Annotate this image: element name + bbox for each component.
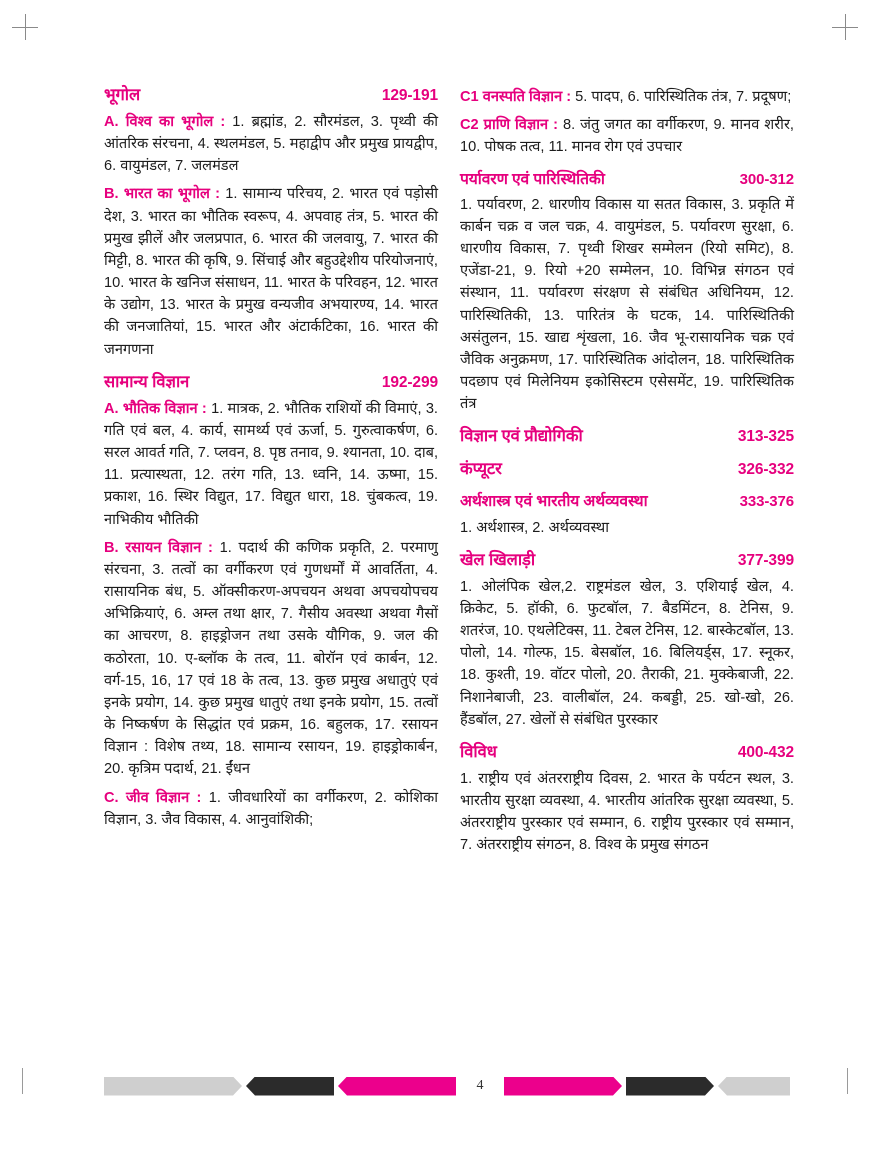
section-title: सामान्य विज्ञान (104, 372, 190, 391)
subsection-text: 1. ब्रह्मांड, 2. सौरमंडल, 3. पृथ्वी की आंतरिक संरचना, 4. स्थलमंडल, 5. महाद्वीप और प्रमुख प्रायद्वीप, 6. वायुमंडल, 7. जलमंडल (104, 113, 438, 175)
subsection-label: B. भारत का भूगोल : (104, 186, 220, 203)
section-title: कंप्यूटर (460, 460, 502, 479)
section-paragraph (460, 517, 794, 539)
section-paragraph (104, 183, 438, 360)
section-heading-bhugol (104, 84, 438, 107)
subsection-text: 1. पदार्थ की कणिक प्रकृति, 2. परमाणु संरचना, 3. तत्वों का वर्गीकरण एवं गुणधर्मों में आवर्तिता, 4. रासायनिक बंध, 5. ऑक्सीकरण-अपचयन अथवा अपचयोपचय अभिक्रियाएं, 6. अम्ल तथा क्षार, 7. गैसीय अवस्था अथवा गैसों का आचरण, 8. हाइड्रोजन तथा उसके यौगिक, 9. जल की कठोरता, 10. ए-ब्लॉक के तत्व, 11. बोरॉन एवं कार्बन, 12. वर्ग-15, 16, 17 एवं 18 के तत्व, 13. कुछ प्रमुख अधातुएं एवं इनके प्रयोग, 14. कुछ प्रमुख धातुएं तथा इनके प्रयोग, 15. तत्वों के निष्कर्षण के सिद्धांत एवं प्रक्रम, 16. बहुलक, 17. रसायन विज्ञान : विशेष तथ्य, 18. सामान्य रसायन, 19. हाइड्रोकार्बन, 20. कृत्रिम पदार्थ, 21. ईंधन (104, 539, 438, 778)
subsection-text: 1. अर्थशास्त्र, 2. अर्थव्यवस्था (460, 519, 610, 536)
subsection-label: A. विश्व का भूगोल : (104, 113, 226, 130)
subsection-text: 1. पर्यावरण, 2. धारणीय विकास या सतत विकास, 3. प्रकृति में कार्बन चक्र व जल चक्र, 4. वायुमंडल, 5. पर्यावरण सुरक्षा, 6. धारणीय विकास, 7. पृथ्वी शिखर सम्मेलन (रियो समिट), 8. एजेंडा-21, 9. रियो +20 सम्मेलन, 10. विभिन्न संगठन एवं संस्थान, 11. पर्यावरण संरक्षण से संबंधित अधिनियम, 12. पारिस्थितिकी, 13. पारितंत्र के घटक, 14. पारिस्थितिकी असंतुलन, 15. खाद्य शृंखला, 16. जैव भू-रासायनिक चक्र एवं जैविक अनुक्रमण, 17. पारिस्थितिक आंदोलन, 18. पारिस्थितिक पदछाप एवं मिलेनियम इकोसिस्टम एसेसमेंट, 19. पारिस्थितिक तंत्र (460, 196, 794, 413)
section-paragraph (104, 398, 438, 531)
section-heading-arthashastra (460, 491, 794, 512)
subsection-text: 1. सामान्य परिचय, 2. भारत एवं पड़ोसी देश, 3. भारत का भौतिक स्वरूप, 4. अपवाह तंत्र, 5. भारत की प्रमुख झीलें और जलप्रपात, 6. भारत की जलवायु, 7. भारत की मिट्टी, 8. भारत की कृषि, 9. सिंचाई और बहुउद्देशीय परियोजनाएं, 10. भारत के खनिज संसाधन, 11. भारत के परिवहन, 12. भारत के उद्योग, 13. भारत के प्रमुख वन्यजीव अभयारण्य, 14. भारत की जनजातियां, 15. भारत और अंटार्कटिका, 16. भारत की जनगणना (104, 186, 438, 358)
page-footer (104, 1075, 790, 1097)
subsection-label: C2 प्राणि विज्ञान : (460, 117, 558, 134)
section-page-range: 313-325 (737, 428, 794, 446)
footer-chevron-gray-right (718, 1077, 790, 1096)
subsection-label: C1 वनस्पति विज्ञान : (460, 89, 572, 105)
two-column-layout (104, 84, 794, 856)
section-page-range: 300-312 (739, 170, 794, 188)
subsection-text: 8. जंतु जगत का वर्गीकरण, 9. मानव शरीर, 10. पोषक तत्व, 11. मानव रोग एवं उपचार (460, 117, 794, 156)
section-paragraph (460, 194, 794, 416)
section-heading-samanya-vigyan (104, 371, 438, 394)
page-number: 4 (476, 1078, 484, 1093)
subsection-label: A. भौतिक विज्ञान : (104, 400, 207, 417)
section-paragraph (104, 111, 438, 178)
footer-chevron-black-right (626, 1077, 714, 1096)
subsection-text: 1. ओलंपिक खेल,2. राष्ट्रमंडल खेल, 3. एशियाई खेल, 4. क्रिकेट, 5. हॉकी, 6. फुटबॉल, 7. बैडमिंटन, 8. टेनिस, 9. शतरंज, 10. एथलेटिक्स, 11. टेबल टेनिस, 12. बास्केटबॉल, 13. पोलो, 14. गोल्फ, 15. बेसबॉल, 16. बिलियर्ड्स, 17. स्नूकर, 18. कुश्ती, 19. वॉटर पोलो, 20. तैराकी, 21. मुक्केबाजी, 22. निशानेबाजी, 23. वालीबॉल, 24. कबड्डी, 25. खो-खो, 26. हैंडबॉल, 27. खेलों से संबंधित पुरस्कार (460, 578, 794, 728)
section-title: भूगोल (104, 86, 141, 104)
footer-chevron-pink-left (338, 1077, 456, 1096)
subsection-label: C. जीव विज्ञान : (104, 789, 202, 806)
footer-chevron-pink-right (504, 1077, 622, 1096)
section-page-range: 192-299 (381, 373, 438, 391)
section-page-range: 129-191 (381, 87, 438, 104)
section-heading-vigyan-praudyogiki (460, 425, 794, 448)
subsection-text: 1. मात्रक, 2. भौतिक राशियों की विमाएं, 3. गति एवं बल, 4. कार्य, सामर्थ्य एवं ऊर्जा, 5. गुरुत्वाकर्षण, 6. सरल आवर्त गति, 7. प्लवन, 8. पृष्ठ तनाव, 9. श्यानता, 10. दाब, 11. प्रत्यास्थता, 12. तरंग गति, 13. ध्वनि, 14. ऊष्मा, 15. प्रकाश, 16. स्थिर विद्युत, 17. विद्युत धारा, 18. चुंबकत्व, 19. नाभिकीय भौतिकी (104, 400, 438, 528)
section-heading-paryavaran (460, 169, 794, 190)
section-page-range: 377-399 (737, 551, 794, 569)
section-paragraph (104, 537, 438, 781)
right-column (460, 84, 794, 856)
section-heading-computer (460, 458, 794, 481)
section-heading-khel-khiladi (460, 549, 794, 572)
section-title: खेल खिलाड़ी (460, 550, 536, 569)
section-page-range: 333-376 (739, 493, 794, 511)
section-title: पर्यावरण एवं पारिस्थितिकी (460, 170, 605, 188)
section-paragraph (460, 114, 794, 158)
left-column (104, 84, 438, 856)
section-paragraph (460, 576, 794, 731)
subsection-text: 1. जीवधारियों का वर्गीकरण, 2. कोशिका विज्ञान, 3. जैव विकास, 4. आनुवांशिकी; (104, 789, 439, 828)
section-paragraph (460, 86, 794, 108)
section-title: विज्ञान एवं प्रौद्योगिकी (460, 427, 583, 446)
subsection-label: B. रसायन विज्ञान : (104, 539, 213, 556)
section-title: विविध (460, 742, 497, 761)
section-page-range: 400-432 (737, 743, 794, 761)
section-page-range: 326-332 (737, 461, 794, 479)
section-paragraph (460, 768, 794, 857)
footer-chevron-gray-left (104, 1077, 242, 1096)
section-heading-vividh (460, 741, 794, 764)
subsection-text: 1. राष्ट्रीय एवं अंतरराष्ट्रीय दिवस, 2. भारत के पर्यटन स्थल, 3. भारतीय सुरक्षा व्यवस्था, 4. भारतीय आंतरिक सुरक्षा व्यवस्था, 5. अंतरराष्ट्रीय पुरस्कार एवं सम्मान, 6. राष्ट्रीय पुरस्कार एवं सम्मान, 7. अंतरराष्ट्रीय संगठन, 8. विश्व के प्रमुख संगठन (460, 770, 794, 854)
section-title: अर्थशास्त्र एवं भारतीय अर्थव्यवस्था (460, 493, 648, 511)
subsection-text: 5. पादप, 6. पारिस्थितिक तंत्र, 7. प्रदूषण; (571, 89, 792, 105)
section-paragraph (104, 787, 438, 831)
footer-chevron-black-left (246, 1077, 334, 1096)
